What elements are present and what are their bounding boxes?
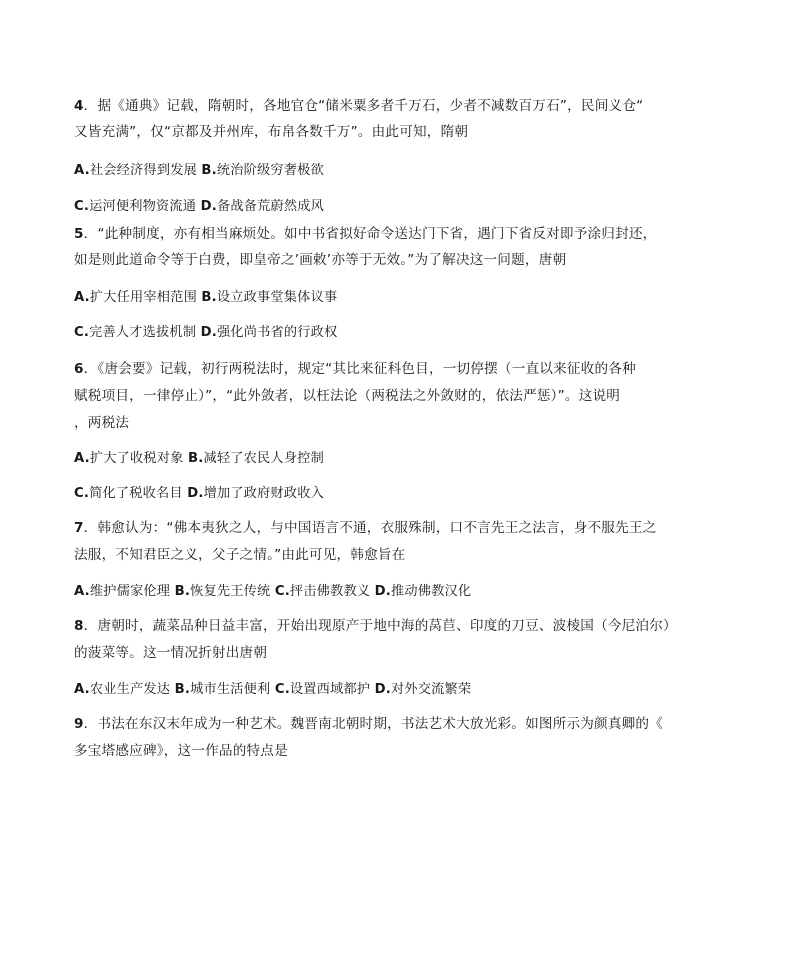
question-4-options-row-2: [74, 197, 734, 217]
option-label: B.: [188, 451, 204, 466]
question-4-line-1: [74, 96, 734, 116]
option-label: D.: [374, 584, 391, 599]
question-9-line-1: [74, 714, 734, 734]
question-number: 5: [74, 226, 84, 242]
option-label: C.: [74, 325, 90, 340]
question-text: ．《唐会要》记载，初行两税法时，规定“其比来征科色目，一切停摆（一直以来征收的各种: [83, 361, 636, 377]
question-5-line-2: [74, 250, 734, 270]
question-text: ．书法在东汉末年成为一种艺术。魏晋南北朝时期，书法艺术大放光彩。如图所示为颜真卿的《: [83, 716, 664, 732]
option-label: A.: [74, 584, 90, 599]
question-5-line-1: [74, 224, 734, 244]
question-4-options-row-1: [74, 161, 734, 181]
option-label: B.: [201, 163, 217, 178]
option-label: D.: [200, 199, 217, 214]
question-7-options-row: [74, 582, 734, 602]
option-label: A.: [74, 163, 90, 178]
option-label: B.: [174, 584, 191, 599]
question-number: 9: [74, 716, 84, 732]
question-text: ．唐朝时，蔬菜品种日益丰富，开始出现原产于地中海的莴苣、印度的刀豆、波棱国（今尼泊尔）: [83, 618, 677, 634]
question-text: ．“此种制度，亦有相当麻烦处。如中书省拟好命令送达门下省，遇门下省反对即予涂归封还，: [83, 226, 657, 242]
question-6-line-1: [74, 359, 734, 379]
question-8-options-row: [74, 680, 734, 700]
question-text: 的菠菜等。这一情况折射出唐朝: [74, 645, 268, 661]
option-label: A.: [74, 290, 90, 305]
option-text: 设立政事堂集体议事: [216, 290, 338, 305]
option-text: 设置西域都护: [289, 682, 371, 697]
option-label: C.: [74, 199, 90, 214]
question-7-line-1: [74, 518, 734, 538]
question-text: ．韩愈认为：“佛本夷狄之人，与中国语言不通，衣服殊制，口不言先王之法言，身不服先王之: [83, 520, 657, 536]
option-label: B.: [201, 290, 217, 305]
option-text: 完善人才选拔机制: [89, 325, 197, 340]
question-text: ．据《通典》记载，隋朝时，各地官仓“储米粟多者千万石，少者不减数百万石”，民间义仓“: [83, 98, 644, 114]
option-label: D.: [374, 682, 391, 697]
question-6-options-row-2: [74, 484, 734, 504]
option-label: C.: [274, 682, 290, 697]
option-text: 推动佛教汉化: [391, 584, 472, 599]
question-text: 法服，不知君臣之义，父子之情。”由此可见，韩愈旨在: [74, 547, 406, 563]
option-text: 统治阶级穷奢极欲: [216, 163, 324, 178]
option-text: 对外交流繁荣: [391, 682, 472, 697]
option-text: 社会经济得到发展: [89, 163, 197, 178]
option-label: B.: [174, 682, 191, 697]
option-text: 维护儒家伦理: [89, 584, 171, 599]
option-text: 城市生活便利: [190, 682, 271, 697]
option-label: A.: [74, 451, 90, 466]
option-text: 强化尚书省的行政权: [216, 325, 338, 340]
option-text: 恢复先王传统: [190, 584, 271, 599]
question-text: 如是则此道命令等于白费，即皇帝之’画敕’亦等于无效。”为了解决这一问题，唐朝: [74, 252, 567, 268]
question-8-line-1: [74, 616, 734, 636]
question-number: 7: [74, 520, 84, 536]
question-text: 赋税项目，一律停止）”，“此外敛者，以枉法论（两税法之外敛财的，依法严惩）”。这说明: [74, 388, 621, 404]
question-6-line-2: [74, 386, 734, 406]
option-text: 减轻了农民人身控制: [203, 451, 324, 466]
option-label: D.: [200, 325, 217, 340]
question-7-line-2: [74, 545, 734, 565]
option-text: 扩大任用宰相范围: [89, 290, 197, 305]
question-5-options-row-1: [74, 288, 734, 308]
option-label: C.: [74, 486, 90, 501]
question-number: 8: [74, 618, 84, 634]
question-8-line-2: [74, 643, 734, 663]
option-text: 运河便利物资流通: [89, 199, 197, 214]
option-text: 农业生产发达: [89, 682, 171, 697]
option-text: 扩大了收税对象: [89, 451, 184, 466]
question-text: 又皆充满”，仅“京都及并州库，布帛各数千万”。由此可知，隋朝: [74, 124, 469, 140]
question-text: ，两税法: [74, 415, 130, 431]
option-text: 抨击佛教教义: [289, 584, 371, 599]
question-6-line-3: [74, 413, 734, 433]
question-5-options-row-2: [74, 323, 734, 343]
question-text: 多宝塔感应碑》，这一作品的特点是: [74, 743, 288, 759]
question-6-options-row-1: [74, 449, 734, 469]
option-text: 简化了税收名目: [89, 486, 183, 501]
option-text: 备战备荒蔚然成风: [216, 199, 325, 214]
question-9-line-2: [74, 741, 734, 761]
option-label: D.: [187, 486, 204, 501]
question-number: 6: [74, 361, 84, 377]
option-text: 增加了政府财政收入: [203, 486, 325, 501]
question-number: 4: [74, 98, 84, 114]
question-4-line-2: [74, 122, 734, 142]
option-label: A.: [74, 682, 90, 697]
option-label: C.: [274, 584, 290, 599]
